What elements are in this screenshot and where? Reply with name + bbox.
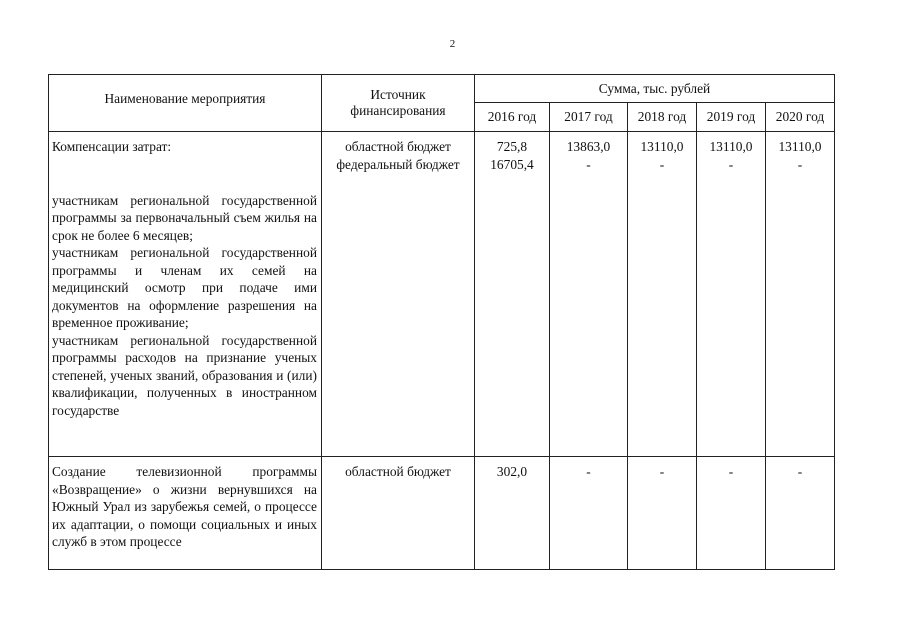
table-row	[49, 132, 835, 457]
amount-value: 13110,0	[709, 139, 753, 154]
amount-value: -	[728, 156, 734, 172]
value-cell-2018	[628, 132, 697, 457]
page-number: 2	[449, 38, 456, 50]
value-cell-2016	[475, 457, 550, 570]
header-year-2019: 2019 год	[697, 103, 766, 132]
amount-value: -	[659, 464, 665, 479]
header-year-2017: 2017 год	[550, 103, 628, 132]
header-source	[322, 75, 475, 132]
row-item: участникам региональной государственной программы расходов на признание ученых степеней, ученых званий, образования и (или) квалификации, полученных в иностранном государстве	[52, 332, 317, 418]
amount-value: 13110,0	[640, 139, 684, 154]
row-name-cell	[49, 132, 322, 457]
value-cell-2019	[697, 457, 766, 570]
source-value: областной бюджет	[345, 464, 451, 479]
table-row	[49, 457, 835, 570]
value-cell-2016	[475, 132, 550, 457]
row-source-cell	[322, 132, 475, 457]
header-source-line1: Источник	[370, 87, 426, 102]
amount-value: -	[728, 464, 734, 479]
row-source-cell	[322, 457, 475, 570]
amount-value: 725,8	[496, 139, 528, 154]
header-row-top	[49, 75, 835, 103]
amount-value: -	[586, 156, 591, 172]
header-year-2020: 2020 год	[766, 103, 835, 132]
value-cell-2020	[766, 457, 835, 570]
amount-value: -	[659, 156, 665, 172]
header-name: Наименование мероприятия	[49, 75, 322, 132]
amount-value: 302,0	[496, 464, 528, 479]
value-cell-2018	[628, 457, 697, 570]
source-value: областной бюджет	[345, 139, 451, 154]
row-item: участникам региональной государственной программы и членам их семей на медицинский осмотр при подаче ими документов на оформление разрешения на временное проживание;	[52, 245, 317, 330]
amount-value: -	[797, 464, 803, 479]
source-value: федеральный бюджет	[336, 156, 460, 172]
header-sum: Сумма, тыс. рублей	[475, 75, 835, 103]
value-cell-2017	[550, 132, 628, 457]
row-title: Компенсации затрат:	[52, 139, 172, 154]
amount-value: 13863,0	[566, 139, 611, 154]
header-year-2018: 2018 год	[628, 103, 697, 132]
row-name-cell	[49, 457, 322, 570]
amount-value: 13110,0	[778, 139, 822, 154]
row-item: участникам региональной государственной программы за первоначальный съем жилья на срок не более 6 месяцев;	[52, 192, 317, 243]
value-cell-2017	[550, 457, 628, 570]
value-cell-2020	[766, 132, 835, 457]
value-cell-2019	[697, 132, 766, 457]
row-title: Создание телевизионной программы «Возвращение» о жизни вернувшихся на Южный Урал из зарубежья семей, о процессе их адаптации, о помощи социальных и иных служб в этом процессе	[52, 464, 317, 549]
header-year-2016: 2016 год	[475, 103, 550, 132]
amount-value: -	[797, 156, 803, 172]
amount-value: -	[586, 464, 591, 479]
amount-value: 16705,4	[490, 156, 534, 172]
funding-table	[48, 74, 835, 570]
header-source-line2: финансирования	[350, 103, 446, 118]
